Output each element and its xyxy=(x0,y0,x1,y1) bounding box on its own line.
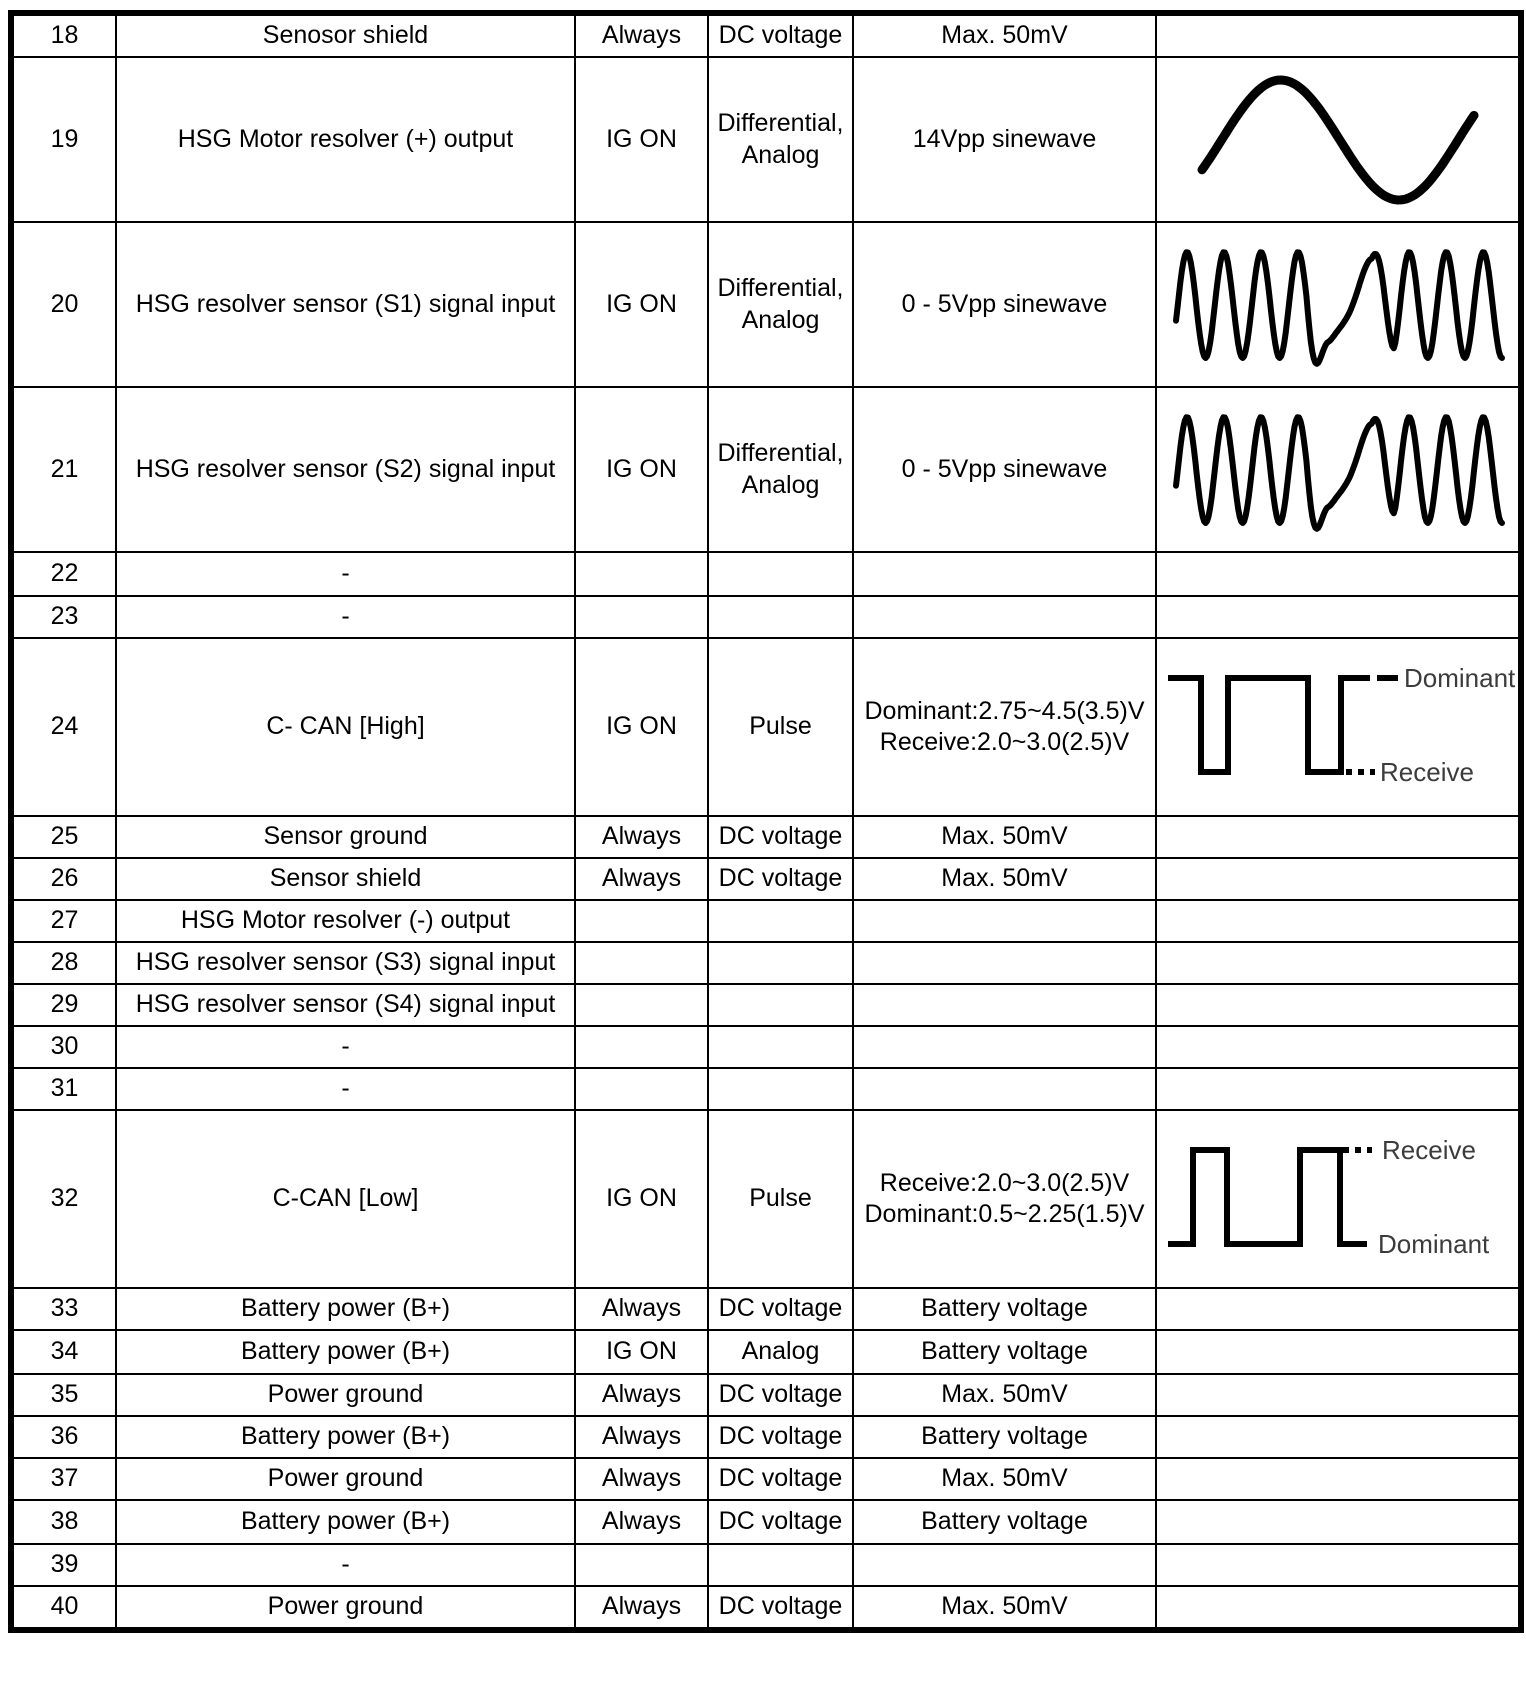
signal-type: Pulse xyxy=(708,638,853,816)
table-row xyxy=(11,1586,1521,1630)
pin-number: 35 xyxy=(11,1374,116,1416)
condition: Always xyxy=(575,1416,708,1458)
signal-level: 0 - 5Vpp sinewave xyxy=(853,222,1156,387)
condition xyxy=(575,1068,708,1110)
pin-description: HSG resolver sensor (S2) signal input xyxy=(116,387,575,552)
signal-type: Pulse xyxy=(708,1110,853,1288)
condition xyxy=(575,984,708,1026)
table-row xyxy=(11,387,1521,552)
table-row xyxy=(11,942,1521,984)
wave-label-dominant: Dominant xyxy=(1377,1228,1489,1259)
signal-type-line: Analog xyxy=(741,305,820,334)
signal-type: DC voltage xyxy=(708,1586,853,1630)
condition: Always xyxy=(575,1586,708,1630)
condition xyxy=(575,596,708,638)
signal-level-line: Receive:2.0~3.0(2.5)V xyxy=(879,728,1130,756)
table-row xyxy=(11,984,1521,1026)
signal-level: 0 - 5Vpp sinewave xyxy=(853,387,1156,552)
signal-type-line: Analog xyxy=(741,470,820,499)
table-row xyxy=(11,638,1521,816)
signal-type-line: Differential, xyxy=(717,109,844,138)
waveform-cell xyxy=(1156,1110,1521,1288)
pin-description: - xyxy=(116,1544,575,1586)
pin-number: 24 xyxy=(11,638,116,816)
waveform-cell xyxy=(1156,1374,1521,1416)
sine-wave-icon xyxy=(1188,65,1488,215)
waveform-cell xyxy=(1156,13,1521,57)
signal-type xyxy=(708,942,853,984)
pin-description: Sensor ground xyxy=(116,816,575,858)
waveform-cell xyxy=(1156,858,1521,900)
signal-level xyxy=(853,984,1156,1026)
pin-number: 32 xyxy=(11,1110,116,1288)
waveform-cell xyxy=(1156,596,1521,638)
waveform-cell xyxy=(1156,816,1521,858)
table-row xyxy=(11,1374,1521,1416)
pin-description: Battery power (B+) xyxy=(116,1500,575,1544)
signal-level xyxy=(853,638,1156,816)
pin-number: 25 xyxy=(11,816,116,858)
waveform-cell xyxy=(1156,1544,1521,1586)
pin-number: 37 xyxy=(11,1458,116,1500)
waveform-cell xyxy=(1156,387,1521,552)
pin-description: Battery power (B+) xyxy=(116,1330,575,1374)
can-low-pulse-icon xyxy=(1158,1132,1518,1267)
signal-type-line: Analog xyxy=(741,140,820,169)
waveform-cell xyxy=(1156,57,1521,222)
pin-description: - xyxy=(116,1068,575,1110)
signal-level-line: Dominant:0.5~2.25(1.5)V xyxy=(864,1200,1145,1228)
signal-level xyxy=(853,1068,1156,1110)
pin-description: Battery power (B+) xyxy=(116,1288,575,1330)
condition: IG ON xyxy=(575,222,708,387)
signal-type: DC voltage xyxy=(708,1374,853,1416)
waveform-cell xyxy=(1156,1586,1521,1630)
table-row xyxy=(11,1500,1521,1544)
table-row xyxy=(11,596,1521,638)
table-row xyxy=(11,552,1521,596)
pin-description: - xyxy=(116,552,575,596)
waveform-cell xyxy=(1156,222,1521,387)
signal-level: 14Vpp sinewave xyxy=(853,57,1156,222)
waveform-cell xyxy=(1156,1068,1521,1110)
pin-description: HSG resolver sensor (S3) signal input xyxy=(116,942,575,984)
signal-type xyxy=(708,1068,853,1110)
pin-number: 29 xyxy=(11,984,116,1026)
table-row xyxy=(11,13,1521,57)
table-row xyxy=(11,900,1521,942)
waveform-cell xyxy=(1156,984,1521,1026)
signal-type xyxy=(708,1544,853,1586)
waveform-cell xyxy=(1156,1416,1521,1458)
pin-number: 40 xyxy=(11,1586,116,1630)
condition: Always xyxy=(575,816,708,858)
pin-description: C-CAN [Low] xyxy=(116,1110,575,1288)
signal-type xyxy=(708,387,853,552)
signal-level: Battery voltage xyxy=(853,1288,1156,1330)
waveform-cell xyxy=(1156,1026,1521,1068)
signal-level xyxy=(853,1544,1156,1586)
signal-type xyxy=(708,596,853,638)
pin-description: HSG resolver sensor (S4) signal input xyxy=(116,984,575,1026)
condition xyxy=(575,552,708,596)
condition: Always xyxy=(575,13,708,57)
waveform-cell xyxy=(1156,1500,1521,1544)
pin-number: 19 xyxy=(11,57,116,222)
signal-level: Max. 50mV xyxy=(853,13,1156,57)
condition: Always xyxy=(575,858,708,900)
pin-number: 34 xyxy=(11,1330,116,1374)
signal-level: Max. 50mV xyxy=(853,1374,1156,1416)
table-row xyxy=(11,1110,1521,1288)
table-row xyxy=(11,1458,1521,1500)
signal-level: Max. 50mV xyxy=(853,1458,1156,1500)
table-row xyxy=(11,1330,1521,1374)
signal-level xyxy=(853,900,1156,942)
signal-type-line: Differential, xyxy=(717,274,844,303)
condition: IG ON xyxy=(575,57,708,222)
table-row xyxy=(11,57,1521,222)
signal-type xyxy=(708,222,853,387)
table-row xyxy=(11,1544,1521,1586)
signal-type-line: Differential, xyxy=(717,439,844,468)
pin-description: Power ground xyxy=(116,1586,575,1630)
pin-description: HSG Motor resolver (-) output xyxy=(116,900,575,942)
pin-number: 30 xyxy=(11,1026,116,1068)
pin-number: 28 xyxy=(11,942,116,984)
signal-type: DC voltage xyxy=(708,816,853,858)
pin-number: 18 xyxy=(11,13,116,57)
signal-type: DC voltage xyxy=(708,858,853,900)
table-row xyxy=(11,1026,1521,1068)
condition: IG ON xyxy=(575,638,708,816)
table-row xyxy=(11,222,1521,387)
condition: Always xyxy=(575,1500,708,1544)
pinout-table xyxy=(8,10,1524,1633)
pin-number: 31 xyxy=(11,1068,116,1110)
pin-description: C- CAN [High] xyxy=(116,638,575,816)
pin-description: Senosor shield xyxy=(116,13,575,57)
signal-level: Battery voltage xyxy=(853,1330,1156,1374)
condition: Always xyxy=(575,1288,708,1330)
waveform-cell xyxy=(1156,552,1521,596)
pin-number: 36 xyxy=(11,1416,116,1458)
pin-description: HSG Motor resolver (+) output xyxy=(116,57,575,222)
signal-type xyxy=(708,984,853,1026)
pin-description: Battery power (B+) xyxy=(116,1416,575,1458)
signal-level: Battery voltage xyxy=(853,1500,1156,1544)
table-row xyxy=(11,1068,1521,1110)
table-row xyxy=(11,816,1521,858)
signal-level: Max. 50mV xyxy=(853,816,1156,858)
pin-description: Power ground xyxy=(116,1374,575,1416)
condition xyxy=(575,900,708,942)
table-row xyxy=(11,1416,1521,1458)
condition xyxy=(575,1544,708,1586)
condition: Always xyxy=(575,1374,708,1416)
pin-number: 22 xyxy=(11,552,116,596)
pin-number: 39 xyxy=(11,1544,116,1586)
pin-number: 23 xyxy=(11,596,116,638)
pin-description: - xyxy=(116,596,575,638)
signal-level-line: Dominant:2.75~4.5(3.5)V xyxy=(864,696,1145,725)
waveform-cell xyxy=(1156,1330,1521,1374)
signal-type: DC voltage xyxy=(708,1500,853,1544)
signal-level xyxy=(853,1110,1156,1288)
signal-level xyxy=(853,596,1156,638)
can-high-pulse-icon xyxy=(1158,660,1518,795)
pin-number: 20 xyxy=(11,222,116,387)
condition xyxy=(575,942,708,984)
pin-description: Sensor shield xyxy=(116,858,575,900)
modulated-sine-wave-icon xyxy=(1168,240,1508,370)
pin-number: 26 xyxy=(11,858,116,900)
signal-type: DC voltage xyxy=(708,1288,853,1330)
table-row xyxy=(11,1288,1521,1330)
signal-type xyxy=(708,900,853,942)
waveform-cell xyxy=(1156,638,1521,816)
pin-number: 33 xyxy=(11,1288,116,1330)
wave-label-receive: Receive xyxy=(1381,1134,1476,1165)
pin-description: - xyxy=(116,1026,575,1068)
condition: IG ON xyxy=(575,387,708,552)
pin-description: HSG resolver sensor (S1) signal input xyxy=(116,222,575,387)
signal-type: DC voltage xyxy=(708,1458,853,1500)
modulated-sine-wave-icon xyxy=(1168,405,1508,535)
pin-number: 21 xyxy=(11,387,116,552)
waveform-cell xyxy=(1156,1458,1521,1500)
pin-description: Power ground xyxy=(116,1458,575,1500)
signal-level: Battery voltage xyxy=(853,1416,1156,1458)
signal-level: Max. 50mV xyxy=(853,1586,1156,1630)
condition xyxy=(575,1026,708,1068)
signal-level: Max. 50mV xyxy=(853,858,1156,900)
signal-type xyxy=(708,1026,853,1068)
condition: IG ON xyxy=(575,1110,708,1288)
table-row xyxy=(11,858,1521,900)
waveform-cell xyxy=(1156,1288,1521,1330)
signal-type xyxy=(708,552,853,596)
signal-level xyxy=(853,1026,1156,1068)
signal-level-line: Receive:2.0~3.0(2.5)V xyxy=(879,1168,1130,1197)
condition: Always xyxy=(575,1458,708,1500)
signal-level xyxy=(853,552,1156,596)
pin-number: 38 xyxy=(11,1500,116,1544)
condition: IG ON xyxy=(575,1330,708,1374)
wave-label-dominant: Dominant xyxy=(1403,662,1515,693)
signal-type: DC voltage xyxy=(708,13,853,57)
signal-type: Analog xyxy=(708,1330,853,1374)
signal-level xyxy=(853,942,1156,984)
waveform-cell xyxy=(1156,942,1521,984)
pin-number: 27 xyxy=(11,900,116,942)
waveform-cell xyxy=(1156,900,1521,942)
signal-type: DC voltage xyxy=(708,1416,853,1458)
wave-label-receive: Receive xyxy=(1379,756,1474,787)
signal-type xyxy=(708,57,853,222)
